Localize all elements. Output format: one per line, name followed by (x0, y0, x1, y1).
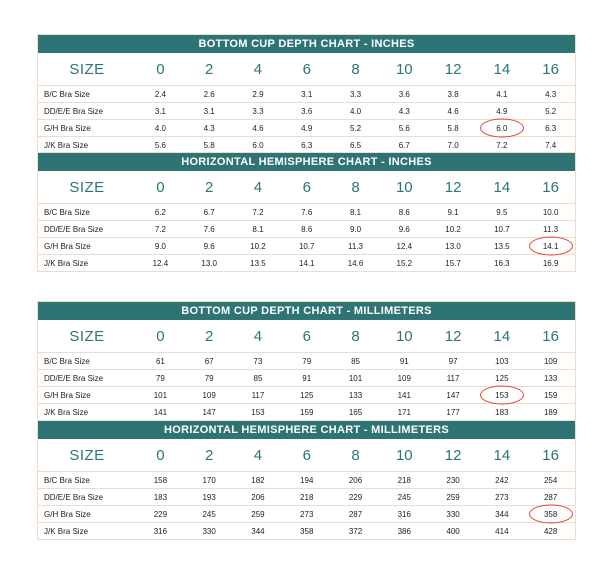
size-value: 16 (542, 327, 559, 345)
size-header-row (38, 171, 575, 204)
size-value: 10 (395, 446, 413, 464)
table-cell: 85 (253, 373, 263, 383)
table-cell: 4.0 (349, 106, 362, 116)
table-row (38, 387, 575, 404)
table-cell: 125 (300, 390, 314, 400)
row-label: DD/E/E Bra Size (44, 373, 104, 383)
table-cell: 10.2 (250, 241, 266, 251)
table-cell: 6.3 (545, 123, 557, 133)
size-value: 12 (444, 446, 462, 464)
table-cell: 109 (543, 356, 558, 366)
row-label: J/K Bra Size (44, 140, 89, 150)
table-cell: 91 (302, 373, 312, 383)
table-cell: 103 (495, 356, 509, 366)
table-cell: 9.5 (496, 207, 508, 217)
table-cell: 10.7 (494, 224, 510, 234)
table-row (38, 472, 575, 489)
row-label: B/C Bra Size (44, 475, 90, 485)
table-cell: 4.6 (252, 123, 264, 133)
size-value: 0 (156, 60, 165, 78)
table-cell: 5.2 (349, 123, 362, 133)
size-header: SIZE (69, 327, 105, 345)
table-row (38, 238, 575, 255)
size-value: 14 (493, 178, 511, 196)
table-cell: 5.8 (203, 140, 215, 150)
table-cell: 97 (448, 356, 458, 366)
table-cell: 245 (202, 509, 216, 519)
row-label: DD/E/E Bra Size (44, 106, 104, 116)
table-cell: 73 (253, 356, 263, 366)
table-cell: 414 (495, 526, 509, 536)
size-value: 4 (253, 60, 263, 78)
table-cell: 14.1 (298, 258, 315, 268)
table-cell: 177 (446, 407, 460, 417)
table-cell: 189 (543, 407, 558, 417)
table-row (38, 370, 575, 387)
table-cell: 16.3 (494, 258, 510, 268)
table-cell: 9.0 (349, 224, 362, 234)
size-value: 12 (444, 178, 462, 196)
table-cell: 273 (300, 509, 314, 519)
table-cell: 7.2 (496, 140, 508, 150)
size-value: 10 (395, 327, 413, 345)
table-cell: 9.6 (398, 224, 410, 234)
size-value: 14 (493, 327, 511, 345)
row-label: B/C Bra Size (44, 356, 90, 366)
highlighted-cell: 358 (526, 510, 575, 519)
table-cell: 230 (446, 475, 460, 485)
table-cell: 218 (300, 492, 314, 502)
table-cell: 182 (251, 475, 265, 485)
table-cell: 330 (202, 526, 216, 536)
chart-title: HORIZONTAL HEMISPHERE CHART - MILLIMETERS (38, 421, 575, 439)
table-cell: 4.3 (398, 106, 410, 116)
table-cell: 6.7 (398, 140, 410, 150)
size-header: SIZE (69, 446, 105, 464)
row-label: J/K Bra Size (44, 407, 89, 417)
size-header-row (38, 439, 575, 472)
table-cell: 10.0 (542, 207, 559, 217)
size-value: 16 (542, 178, 559, 196)
table-cell: 159 (543, 390, 558, 400)
row-label: G/H Bra Size (44, 509, 91, 519)
size-value: 2 (205, 178, 214, 196)
table-cell: 4.9 (301, 123, 313, 133)
table-cell: 3.3 (252, 106, 264, 116)
table-cell: 101 (153, 390, 168, 400)
table-cell: 218 (397, 475, 411, 485)
table-cell: 7.2 (252, 207, 264, 217)
highlighted-cell: 14.1 (526, 242, 575, 251)
table-cell: 15.7 (445, 258, 461, 268)
table-row (38, 103, 575, 120)
table-row (38, 489, 575, 506)
table-cell: 3.6 (301, 106, 313, 116)
table-cell: 372 (348, 526, 363, 536)
table-cell: 3.8 (447, 89, 459, 99)
row-label: B/C Bra Size (44, 89, 90, 99)
table-cell: 9.0 (154, 241, 166, 251)
table-cell: 183 (495, 407, 509, 417)
table-cell: 344 (495, 509, 509, 519)
table-cell: 165 (348, 407, 363, 417)
size-value: 16 (542, 60, 559, 78)
table-row (38, 255, 575, 271)
size-value: 8 (351, 327, 360, 345)
row-label: G/H Bra Size (44, 241, 91, 251)
table-cell: 3.1 (203, 106, 215, 116)
size-value: 2 (205, 446, 214, 464)
table-cell: 428 (543, 526, 558, 536)
table-cell: 159 (300, 407, 314, 417)
chart-title: BOTTOM CUP DEPTH CHART - MILLIMETERS (38, 302, 575, 320)
table-cell: 8.6 (398, 207, 410, 217)
table-cell: 4.3 (545, 89, 557, 99)
highlighted-cell: 153 (477, 391, 526, 400)
table-cell: 4.1 (496, 89, 508, 99)
table-cell: 4.3 (203, 123, 215, 133)
table-cell: 229 (153, 509, 168, 519)
table-cell: 133 (543, 373, 558, 383)
size-value: 14 (493, 446, 511, 464)
table-cell: 147 (202, 407, 216, 417)
table-cell: 400 (446, 526, 460, 536)
size-value: 6 (302, 60, 311, 78)
chart-bottom-cup-depth-inches (37, 34, 576, 154)
table-cell: 6.7 (203, 207, 215, 217)
size-value: 10 (395, 60, 413, 78)
table-cell: 10.7 (298, 241, 315, 251)
table-cell: 287 (543, 492, 558, 502)
table-cell: 6.5 (349, 140, 362, 150)
table-cell: 245 (397, 492, 411, 502)
table-cell: 91 (399, 356, 409, 366)
table-cell: 109 (397, 373, 411, 383)
size-value: 12 (444, 60, 462, 78)
size-header: SIZE (69, 60, 105, 78)
table-cell: 6.2 (154, 207, 166, 217)
size-value: 6 (302, 446, 311, 464)
table-cell: 4.6 (447, 106, 459, 116)
table-cell: 4.0 (154, 123, 166, 133)
table-cell: 3.3 (349, 89, 362, 99)
size-header: SIZE (69, 178, 105, 196)
table-row (38, 221, 575, 238)
table-cell: 386 (397, 526, 411, 536)
table-cell: 61 (155, 356, 165, 366)
table-cell: 125 (495, 373, 509, 383)
table-cell: 101 (348, 373, 363, 383)
row-label: DD/E/E Bra Size (44, 492, 104, 502)
table-cell: 11.3 (543, 224, 559, 234)
chart-horizontal-hemisphere-mm (37, 420, 576, 540)
table-row (38, 404, 575, 420)
chart-bottom-cup-depth-mm (37, 301, 576, 421)
table-cell: 170 (202, 475, 216, 485)
row-label: J/K Bra Size (44, 526, 89, 536)
table-cell: 254 (543, 475, 558, 485)
table-cell: 3.1 (301, 89, 313, 99)
table-cell: 5.6 (398, 123, 410, 133)
table-cell: 79 (204, 373, 214, 383)
table-cell: 358 (300, 526, 314, 536)
row-label: J/K Bra Size (44, 258, 89, 268)
table-cell: 117 (446, 373, 460, 383)
table-row (38, 120, 575, 137)
size-value: 12 (444, 327, 462, 345)
size-value: 0 (156, 178, 165, 196)
table-cell: 14.6 (347, 258, 364, 268)
table-cell: 5.2 (545, 106, 557, 116)
table-cell: 11.3 (348, 241, 363, 251)
table-cell: 6.0 (252, 140, 264, 150)
table-cell: 2.4 (154, 89, 166, 99)
size-value: 6 (302, 327, 311, 345)
table-cell: 79 (302, 356, 312, 366)
size-value: 8 (351, 60, 360, 78)
size-value: 8 (351, 446, 360, 464)
table-cell: 2.9 (252, 89, 264, 99)
table-cell: 158 (153, 475, 168, 485)
table-cell: 5.6 (154, 140, 166, 150)
table-cell: 344 (251, 526, 265, 536)
chart-title: HORIZONTAL HEMISPHERE CHART - INCHES (38, 153, 575, 171)
size-value: 0 (156, 446, 165, 464)
table-row (38, 86, 575, 103)
table-cell: 259 (251, 509, 265, 519)
table-row (38, 137, 575, 153)
table-cell: 287 (348, 509, 363, 519)
table-cell: 3.1 (154, 106, 166, 116)
table-cell: 85 (351, 356, 360, 366)
table-cell: 7.2 (154, 224, 166, 234)
table-cell: 13.5 (250, 258, 266, 268)
table-cell: 229 (348, 492, 363, 502)
table-cell: 2.6 (203, 89, 215, 99)
size-value: 4 (253, 446, 263, 464)
size-value: 0 (156, 327, 165, 345)
table-cell: 206 (251, 492, 265, 502)
table-cell: 117 (251, 390, 265, 400)
table-cell: 7.4 (545, 140, 557, 150)
size-value: 2 (205, 60, 214, 78)
table-cell: 79 (155, 373, 165, 383)
table-cell: 171 (397, 407, 411, 417)
table-cell: 3.6 (398, 89, 410, 99)
table-cell: 183 (153, 492, 168, 502)
table-cell: 9.1 (447, 207, 459, 217)
table-cell: 153 (251, 407, 265, 417)
table-cell: 7.6 (301, 207, 313, 217)
chart-horizontal-hemisphere-inches (37, 152, 576, 272)
size-header-row (38, 320, 575, 353)
table-cell: 7.0 (447, 140, 459, 150)
table-cell: 194 (300, 475, 314, 485)
table-cell: 7.6 (203, 224, 215, 234)
table-row (38, 204, 575, 221)
table-cell: 193 (202, 492, 216, 502)
table-cell: 10.2 (445, 224, 461, 234)
row-label: B/C Bra Size (44, 207, 90, 217)
size-value: 2 (205, 327, 214, 345)
row-label: G/H Bra Size (44, 390, 91, 400)
size-value: 14 (493, 60, 511, 78)
highlighted-cell: 6.0 (477, 124, 526, 133)
table-cell: 8.1 (349, 207, 362, 217)
size-value: 4 (253, 178, 263, 196)
table-cell: 12.4 (396, 241, 413, 251)
table-cell: 316 (153, 526, 168, 536)
table-cell: 109 (202, 390, 216, 400)
size-value: 10 (395, 178, 413, 196)
table-cell: 8.6 (301, 224, 313, 234)
table-cell: 141 (397, 390, 411, 400)
chart-title: BOTTOM CUP DEPTH CHART - INCHES (38, 35, 575, 53)
table-cell: 206 (348, 475, 363, 485)
table-cell: 13.0 (201, 258, 217, 268)
row-label: DD/E/E Bra Size (44, 224, 104, 234)
table-cell: 316 (397, 509, 411, 519)
table-cell: 242 (495, 475, 509, 485)
size-value: 6 (302, 178, 311, 196)
size-value: 8 (351, 178, 360, 196)
table-cell: 8.1 (252, 224, 264, 234)
table-cell: 4.9 (496, 106, 508, 116)
table-cell: 141 (153, 407, 168, 417)
table-cell: 133 (348, 390, 363, 400)
table-cell: 330 (446, 509, 460, 519)
table-row (38, 523, 575, 539)
table-row (38, 506, 575, 523)
table-cell: 13.5 (494, 241, 510, 251)
table-cell: 12.4 (152, 258, 169, 268)
table-cell: 67 (204, 356, 214, 366)
table-row (38, 353, 575, 370)
table-cell: 5.8 (447, 123, 459, 133)
table-cell: 15.2 (396, 258, 413, 268)
table-cell: 16.9 (542, 258, 559, 268)
table-cell: 13.0 (445, 241, 461, 251)
table-cell: 147 (446, 390, 460, 400)
table-cell: 6.3 (301, 140, 313, 150)
table-cell: 273 (495, 492, 509, 502)
table-cell: 259 (446, 492, 460, 502)
table-cell: 9.6 (203, 241, 215, 251)
size-header-row (38, 53, 575, 86)
size-value: 4 (253, 327, 263, 345)
row-label: G/H Bra Size (44, 123, 91, 133)
size-value: 16 (542, 446, 559, 464)
